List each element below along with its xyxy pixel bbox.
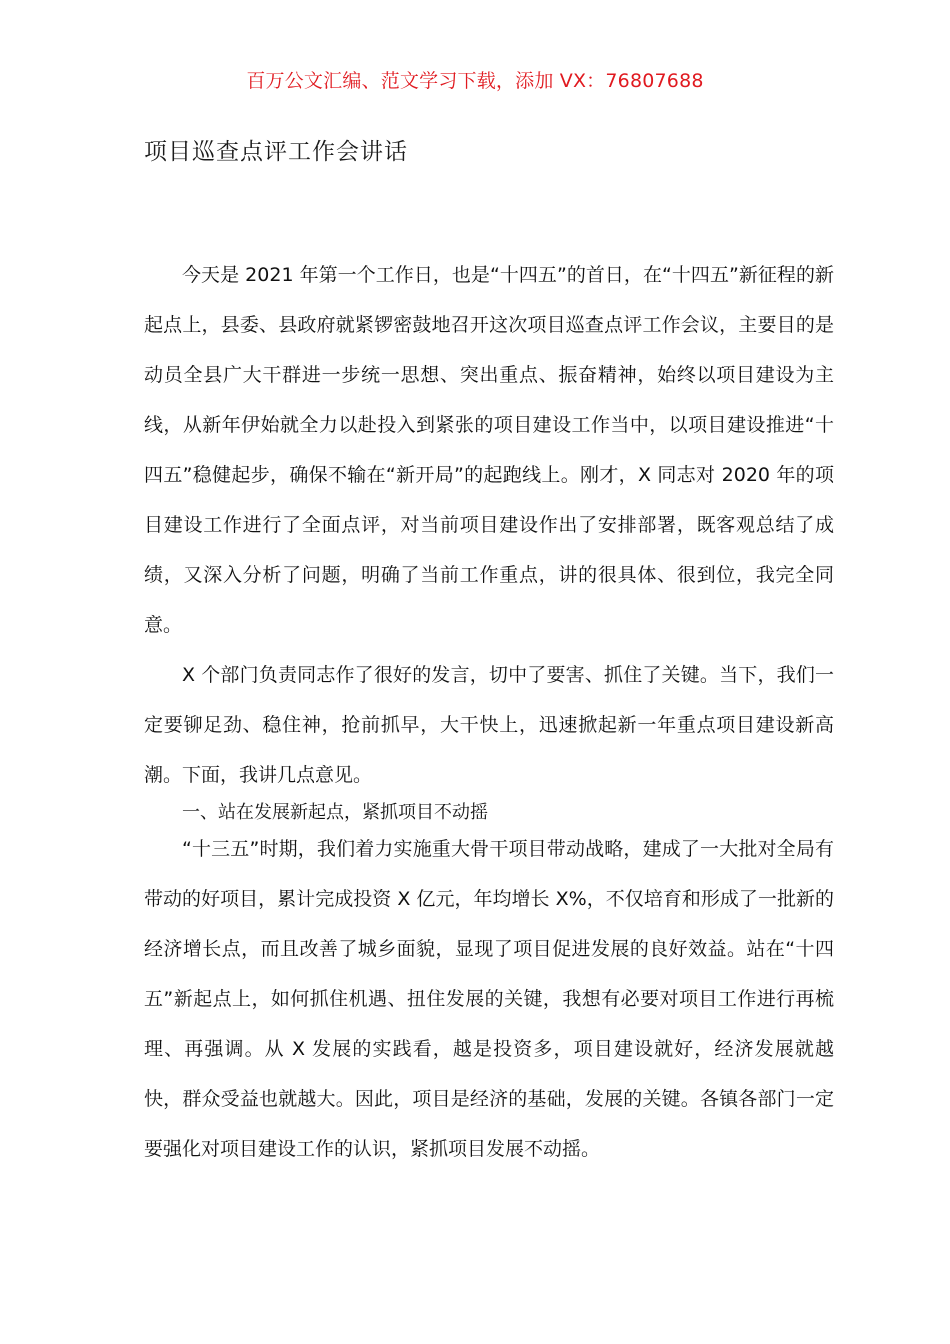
document-body (144, 250, 834, 1174)
section-heading-1: 一、站在发展新起点，紧抓项目不动摇 (182, 802, 488, 823)
paragraph-departments: X 个部门负责同志作了很好的发言，切中了要害、抓住了关键。当下，我们一定要铆足劲、稳住神，抢前抓早，大干快上，迅速掀起新一年重点项目建设新高潮。下面，我讲几点意见。 (144, 664, 834, 786)
paragraph-section-1: “十三五”时期，我们着力实施重大骨干项目带动战略，建成了一大批对全局有带动的好项目，累计完成投资 X 亿元，年均增长 X%，不仅培育和形成了一批新的经济增长点，而且改善了城乡面貌，显现了项目促进发展的良好效益。站在“十四五”新起点上，如何抓住机遇、扭住发展的关键，我想有必要对项目工作进行再梳理、再强调。从 X 发展的实践看，越是投资多，项目建设就好，经济发展就越快，群众受益也就越大。因此，项目是经济的基础，发展的关键。各镇各部门一定要强化对项目建设工作的认识，紧抓项目发展不动摇。 (144, 838, 834, 1160)
paragraph-opening: 今天是 2021 年第一个工作日，也是“十四五”的首日，在“十四五”新征程的新起点上，县委、县政府就紧锣密鼓地召开这次项目巡查点评工作会议，主要目的是动员全县广大干群进一步统一思想、突出重点、振奋精神，始终以项目建设为主线，从新年伊始就全力以赴投入到紧张的项目建设工作当中，以项目建设推进“十四五”稳健起步，确保不输在“新开局”的起跑线上。刚才，X 同志对 2020 年的项目建设工作进行了全面点评，对当前项目建设作出了安排部署，既客观总结了成绩，又深入分析了问题，明确了当前工作重点，讲的很具体、很到位，我完全同意。 (144, 264, 834, 636)
header-banner: 百万公文汇编、范文学习下载，添加 VX：76807688 (246, 70, 704, 92)
document-title: 项目巡查点评工作会讲话 (144, 139, 408, 165)
